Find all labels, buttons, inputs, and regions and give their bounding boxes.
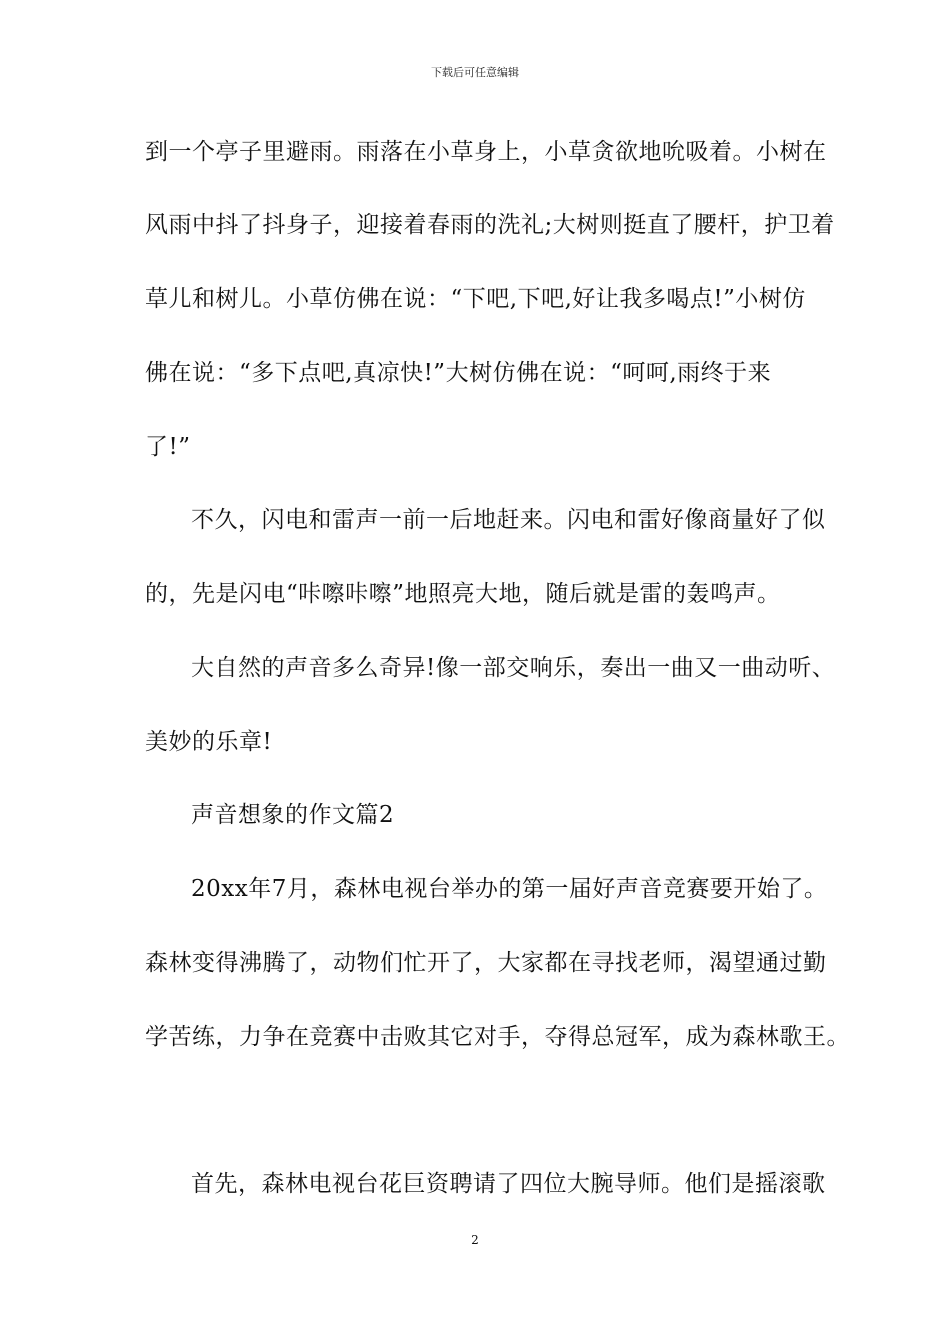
- text-line-2: 风雨中抖了抖身子，迎接着春雨的洗礼;大树则挺直了腰杆，护卫着: [145, 212, 835, 238]
- text-line-11: 20xx年7月，森林电视台举办的第一届好声音竞赛要开始了。: [191, 876, 828, 902]
- text-line-14: 首先，森林电视台花巨资聘请了四位大腕导师。他们是摇滚歌: [191, 1171, 826, 1197]
- text-line-5: 了!”: [145, 434, 191, 460]
- section-heading: 声音想象的作文篇2: [191, 802, 395, 828]
- text-line-1: 到一个亭子里避雨。雨落在小草身上，小草贪欲地吮吸着。小树在: [145, 139, 827, 165]
- text-line-8: 大自然的声音多么奇异!像一部交响乐，奏出一曲又一曲动听、: [191, 655, 836, 681]
- text-line-4: 佛在说：“多下点吧,真凉快!”大树仿佛在说：“呵呵,雨终于来: [145, 360, 772, 386]
- text-line-13: 学苦练，力争在竞赛中击败其它对手，夺得总冠军，成为森林歌王。: [145, 1024, 850, 1050]
- text-line-3: 草儿和树儿。小草仿佛在说：“下吧,下吧,好让我多喝点!”小树仿: [145, 286, 806, 312]
- page-header: 下载后可任意编辑: [431, 66, 519, 79]
- page-number: 2: [471, 1233, 479, 1247]
- text-line-6: 不久，闪电和雷声一前一后地赶来。闪电和雷好像商量好了似: [191, 507, 826, 533]
- text-line-7: 的，先是闪电“咔嚓咔嚓”地照亮大地，随后就是雷的轰鸣声。: [145, 581, 781, 607]
- text-line-12: 森林变得沸腾了，动物们忙开了，大家都在寻找老师，渴望通过勤: [145, 950, 827, 976]
- text-line-9: 美妙的乐章!: [145, 729, 273, 755]
